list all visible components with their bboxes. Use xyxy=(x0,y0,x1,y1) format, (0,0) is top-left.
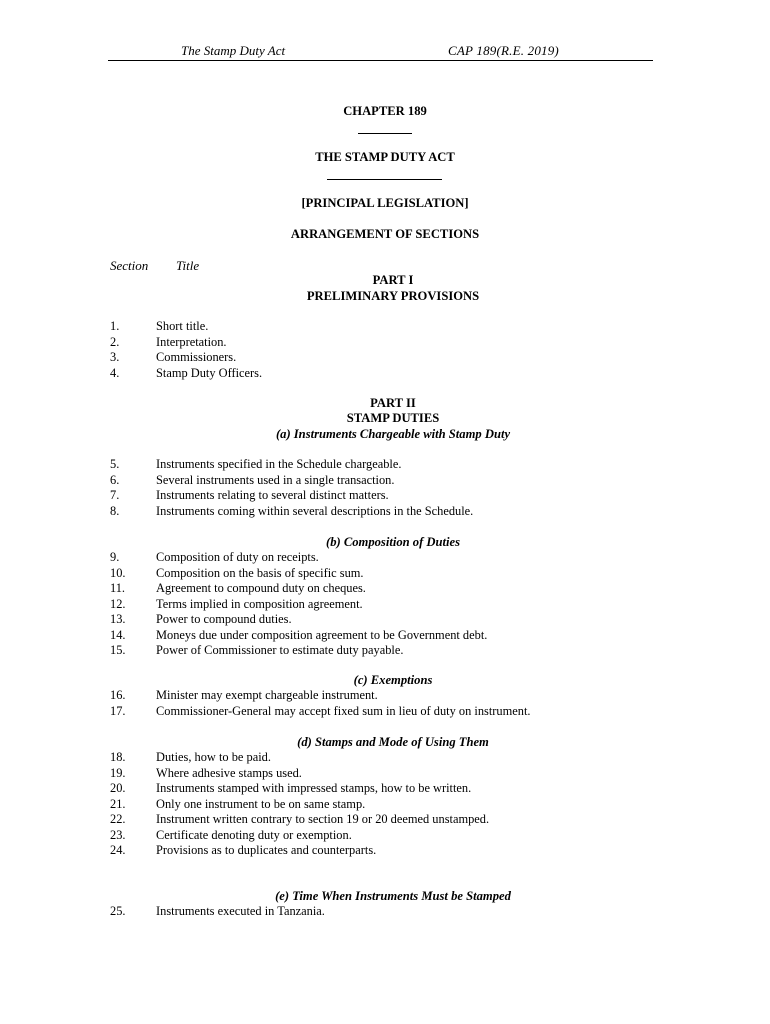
section-number: 17. xyxy=(110,703,126,718)
section-row xyxy=(0,366,770,382)
section-row xyxy=(0,766,770,782)
running-header xyxy=(108,43,653,61)
section-row xyxy=(0,750,770,766)
section-title: Power of Commissioner to estimate duty payable. xyxy=(156,643,404,657)
section-number: 10. xyxy=(110,565,126,580)
section-number: 24. xyxy=(110,843,126,857)
section-title: Composition on the basis of specific sum. xyxy=(156,565,364,580)
section-title: Duties, how to be paid. xyxy=(156,750,271,764)
section-number: 16. xyxy=(110,688,126,702)
section-number: 14. xyxy=(110,627,126,642)
section-row xyxy=(0,597,770,613)
section-number: 22. xyxy=(110,812,126,826)
part-2-heading: STAMP DUTIES xyxy=(346,411,440,425)
section-title: Instruments stamped with impressed stamps, how to be written. xyxy=(156,781,472,795)
section-title: Moneys due under composition agreement to be Government debt. xyxy=(156,627,488,642)
chapter-heading: CHAPTER 189 xyxy=(343,104,427,118)
section-row xyxy=(0,319,770,335)
section-row xyxy=(0,504,770,520)
section-number: 15. xyxy=(110,643,126,657)
section-number: 9. xyxy=(110,550,120,564)
section-title: Interpretation. xyxy=(156,334,227,349)
section-row xyxy=(0,550,770,566)
title-column-header: Title xyxy=(176,258,200,273)
section-number: 18. xyxy=(110,750,126,764)
section-number: 21. xyxy=(110,796,126,811)
section-row xyxy=(0,612,770,628)
section-number: 25. xyxy=(110,904,126,918)
section-row xyxy=(0,457,770,473)
section-title: Instruments specified in the Schedule chargeable. xyxy=(156,457,402,471)
section-number: 13. xyxy=(110,612,126,626)
section-row xyxy=(0,797,770,813)
section-number: 12. xyxy=(110,596,126,611)
section-title: Short title. xyxy=(156,319,209,333)
section-title: Minister may exempt chargeable instrument. xyxy=(156,688,378,702)
section-number: 3. xyxy=(110,350,120,364)
section-row xyxy=(0,643,770,659)
section-number: 5. xyxy=(110,457,120,471)
chapter-rule xyxy=(358,133,412,134)
section-title: Where adhesive stamps used. xyxy=(156,765,302,780)
section-number: 19. xyxy=(110,765,126,780)
section-row xyxy=(0,812,770,828)
header-act-name: The Stamp Duty Act xyxy=(181,43,286,58)
subheading-c: (c) Exemptions xyxy=(353,673,433,687)
section-number: 7. xyxy=(110,488,120,502)
act-title: THE STAMP DUTY ACT xyxy=(315,150,455,164)
section-number: 23. xyxy=(110,827,126,842)
section-title: Agreement to compound duty on cheques. xyxy=(156,581,366,595)
subheading-d: (d) Stamps and Mode of Using Them xyxy=(297,735,489,749)
section-title: Composition of duty on receipts. xyxy=(156,550,319,564)
section-row xyxy=(0,488,770,504)
section-row xyxy=(0,473,770,489)
section-title: Instrument written contrary to section 19 or 20 deemed unstamped. xyxy=(156,812,490,826)
section-title: Provisions as to duplicates and counterparts. xyxy=(156,843,377,857)
section-row xyxy=(0,843,770,859)
part-1-label: PART I xyxy=(372,273,414,287)
section-column-header: Section xyxy=(110,258,149,273)
section-row xyxy=(0,904,770,920)
section-title: Power to compound duties. xyxy=(156,612,292,626)
section-title: Commissioner-General may accept fixed sum in lieu of duty on instrument. xyxy=(156,703,531,718)
act-title-rule xyxy=(327,179,442,180)
section-row xyxy=(0,566,770,582)
section-row xyxy=(0,688,770,704)
section-row xyxy=(0,335,770,351)
section-title: Instruments coming within several descriptions in the Schedule. xyxy=(156,503,474,518)
section-number: 1. xyxy=(110,319,120,333)
section-title: Only one instrument to be on same stamp. xyxy=(156,796,366,811)
section-row xyxy=(0,350,770,366)
section-row xyxy=(0,781,770,797)
section-row xyxy=(0,581,770,597)
legislation-type: [PRINCIPAL LEGISLATION] xyxy=(301,196,469,210)
header-cap-number: CAP 189(R.E. 2019) xyxy=(448,43,559,58)
section-number: 11. xyxy=(110,581,126,595)
section-row xyxy=(0,828,770,844)
section-title: Stamp Duty Officers. xyxy=(156,365,263,380)
section-number: 20. xyxy=(110,781,126,795)
part-1-heading: PRELIMINARY PROVISIONS xyxy=(306,289,480,303)
section-title: Instruments relating to several distinct matters. xyxy=(156,488,389,502)
section-title: Instruments executed in Tanzania. xyxy=(156,904,325,918)
section-title: Certificate denoting duty or exemption. xyxy=(156,827,352,842)
arrangement-heading: ARRANGEMENT OF SECTIONS xyxy=(290,227,480,241)
subheading-a: (a) Instruments Chargeable with Stamp Duty xyxy=(275,427,511,441)
section-title: Commissioners. xyxy=(156,350,237,364)
section-title: Several instruments used in a single transaction. xyxy=(156,472,395,487)
part-2-label: PART II xyxy=(370,396,416,410)
section-title: Terms implied in composition agreement. xyxy=(156,596,363,611)
section-row xyxy=(0,628,770,644)
subheading-e: (e) Time When Instruments Must be Stamped xyxy=(275,889,511,903)
section-number: 8. xyxy=(110,503,120,518)
section-number: 4. xyxy=(110,365,120,380)
section-row xyxy=(0,704,770,720)
subheading-b: (b) Composition of Duties xyxy=(326,535,460,549)
section-number: 2. xyxy=(110,334,120,349)
section-number: 6. xyxy=(110,472,120,487)
